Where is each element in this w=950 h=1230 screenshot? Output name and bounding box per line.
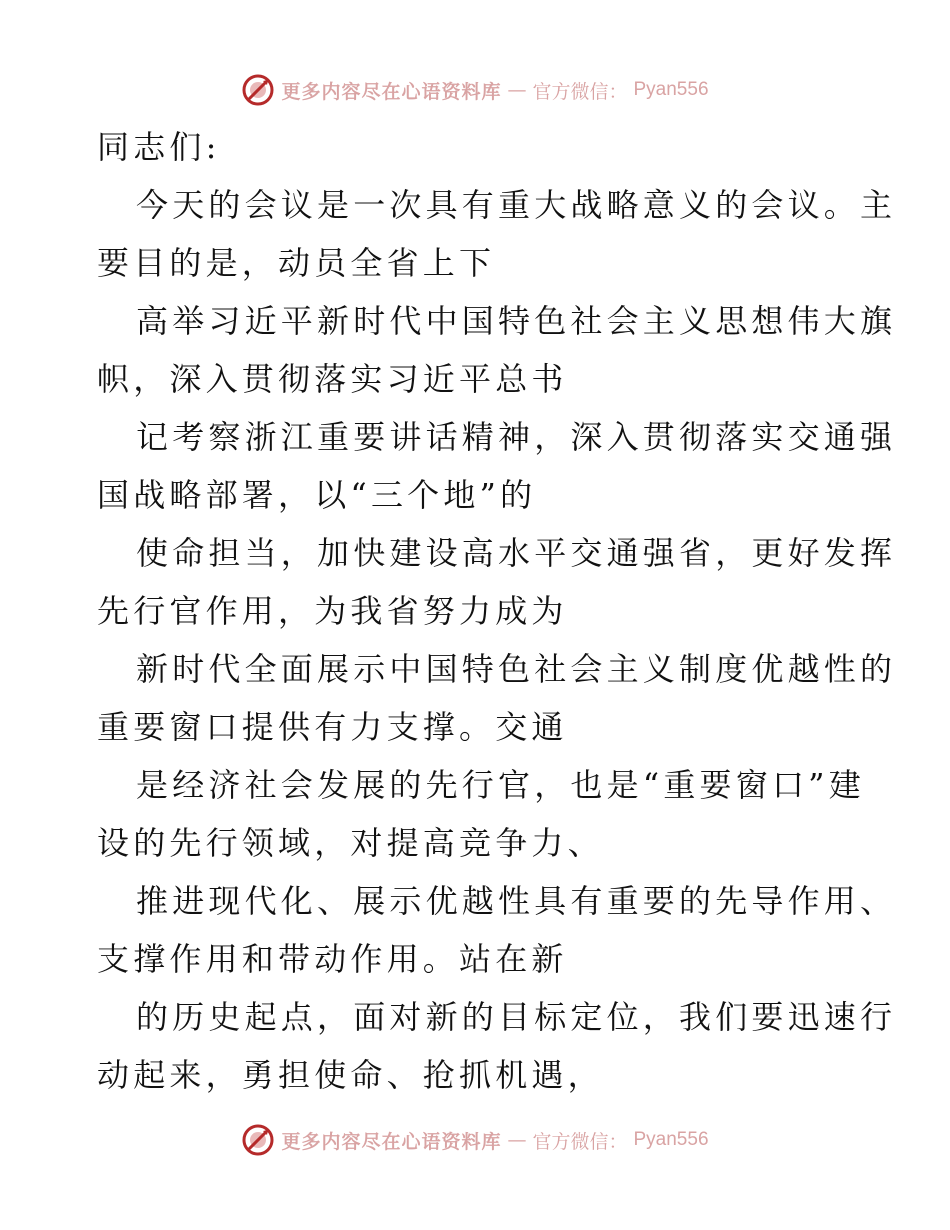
banner-separator: — (507, 1129, 527, 1151)
banner-main-text: 更多内容尽在心语资料库 (281, 1130, 502, 1153)
banner-wechat-id: Pyan556 (633, 1129, 709, 1150)
text-line: 要目的是，动员全省上下 (97, 244, 496, 282)
banner-wechat-id: Pyan556 (633, 79, 709, 100)
footer-banner (0, 1120, 950, 1160)
text-line: 记考察浙江重要讲话精神，深入贯彻落实交通强 (136, 418, 897, 456)
library-logo-icon (241, 73, 275, 107)
header-banner (0, 70, 950, 110)
text-line: 的历史起点，面对新的目标定位，我们要迅速行 (136, 998, 897, 1036)
text-line: 是经济社会发展的先行官，也是“重要窗口”建 (136, 766, 865, 804)
text-line: 推进现代化、展示优越性具有重要的先导作用、 (136, 882, 897, 920)
document-body (97, 118, 897, 1104)
text-line: 今天的会议是一次具有重大战略意义的会议。主 (136, 186, 897, 224)
text-line: 帜，深入贯彻落实习近平总书 (97, 360, 568, 398)
text-line: 重要窗口提供有力支撑。交通 (97, 708, 568, 746)
text-line: 先行官作用，为我省努力成为 (97, 592, 568, 630)
banner-wechat-label: 官方微信： (532, 1130, 628, 1153)
text-line: 新时代全面展示中国特色社会主义制度优越性的 (136, 650, 897, 688)
banner-separator: — (507, 79, 527, 101)
text-line: 使命担当，加快建设高水平交通强省，更好发挥 (136, 534, 897, 572)
banner-main-text: 更多内容尽在心语资料库 (281, 80, 502, 103)
text-line: 高举习近平新时代中国特色社会主义思想伟大旗 (136, 302, 897, 340)
text-line: 设的先行领域，对提高竞争力、 (97, 824, 604, 862)
salutation-line: 同志们: (97, 128, 221, 166)
banner-wechat-label: 官方微信： (532, 80, 628, 103)
library-logo-icon (241, 1123, 275, 1157)
text-line: 国战略部署，以“三个地”的 (97, 476, 537, 514)
text-line: 动起来，勇担使命、抢抓机遇， (97, 1056, 604, 1094)
text-line: 支撑作用和带动作用。站在新 (97, 940, 568, 978)
